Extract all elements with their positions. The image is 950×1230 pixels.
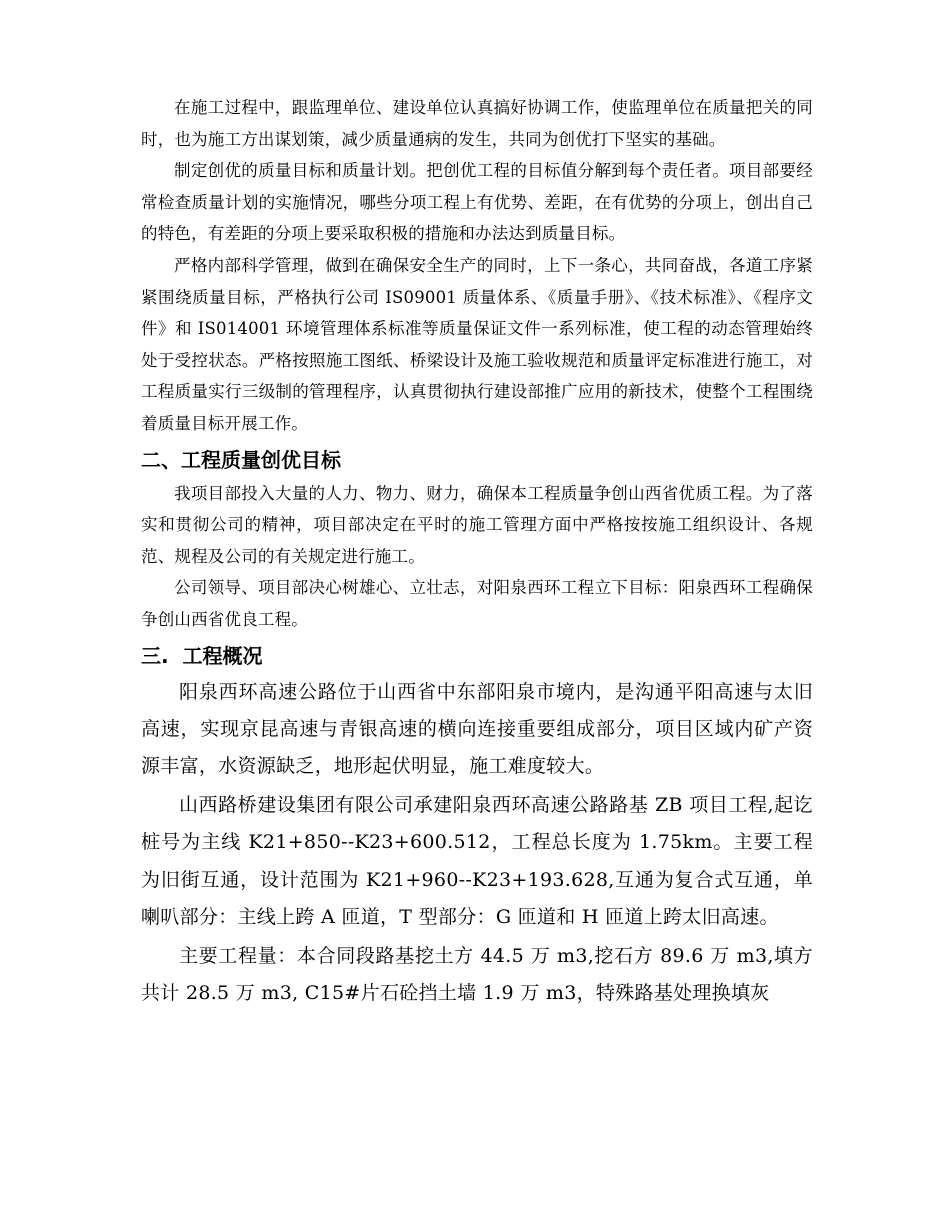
section-heading-project-overview: 三. 工程概况	[141, 643, 263, 668]
body-paragraph: 我项目部投入大量的人力、物力、财力，确保本工程质量争创山西省优质工程。为了落实和贯彻公司的精神，项目部决定在平时的施工管理方面中严格按按施工组织设计、各规范、规程及公司的有关规定进行施工。	[141, 483, 813, 566]
body-paragraph: 山西路桥建设集团有限公司承建阳泉西环高速公路路基 ZB 项目工程,起讫桩号为主线 K21+850--K23+600.512，工程总长度为 1.75km。主要工程为旧街互通，设计范围为 K21+960--K23+193.628,互通为复合式互通，单喇叭部分：主线上跨 A 匝道，T 型部分：G 匝道和 H 匝道上跨太旧高速。	[141, 794, 813, 928]
document-page	[141, 92, 813, 1012]
body-paragraph: 严格内部科学管理，做到在确保安全生产的同时，上下一条心，共同奋战，各道工序紧紧围绕质量目标，严格执行公司 IS09001 质量体系、《质量手册》、《技术标准》、《程序文件》和 IS014001 环境管理体系标准等质量保证文件一系列标准，使工程的动态管理始终处于受控状态。严格按照施工图纸、桥梁设计及施工验收规范和质量评定标准进行施工，对工程质量实行三级制的管理程序，认真贯彻执行建设部推广应用的新技术，使整个工程围绕着质量目标开展工作。	[141, 255, 813, 433]
body-paragraph: 制定创优的质量目标和质量计划。把创优工程的目标值分解到每个责任者。项目部要经常检查质量计划的实施情况，哪些分项工程上有优势、差距，在有优势的分项上，创出自己的特色，有差距的分项上要采取积极的措施和办法达到质量目标。	[141, 161, 813, 244]
body-paragraph: 主要工程量：本合同段路基挖土方 44.5 万 m3,挖石方 89.6 万 m3,填方共计 28.5 万 m3, C15#片石砼挡土墙 1.9 万 m3，特殊路基处理换填灰	[141, 944, 813, 1005]
body-paragraph: 在施工过程中，跟监理单位、建设单位认真搞好协调工作，使监理单位在质量把关的同时，也为施工方出谋划策，减少质量通病的发生，共同为创优打下坚实的基础。	[141, 98, 813, 149]
section-heading-quality-goal: 二、工程质量创优目标	[141, 447, 341, 472]
body-paragraph: 公司领导、项目部决心树雄心、立壮志，对阳泉西环工程立下目标：阳泉西环工程确保争创山西省优良工程。	[141, 578, 813, 629]
body-paragraph: 阳泉西环高速公路位于山西省中东部阳泉市境内，是沟通平阳高速与太旧高速，实现京昆高速与青银高速的横向连接重要组成部分，项目区域内矿产资源丰富，水资源缺乏，地形起伏明显，施工难度较大。	[141, 680, 813, 777]
